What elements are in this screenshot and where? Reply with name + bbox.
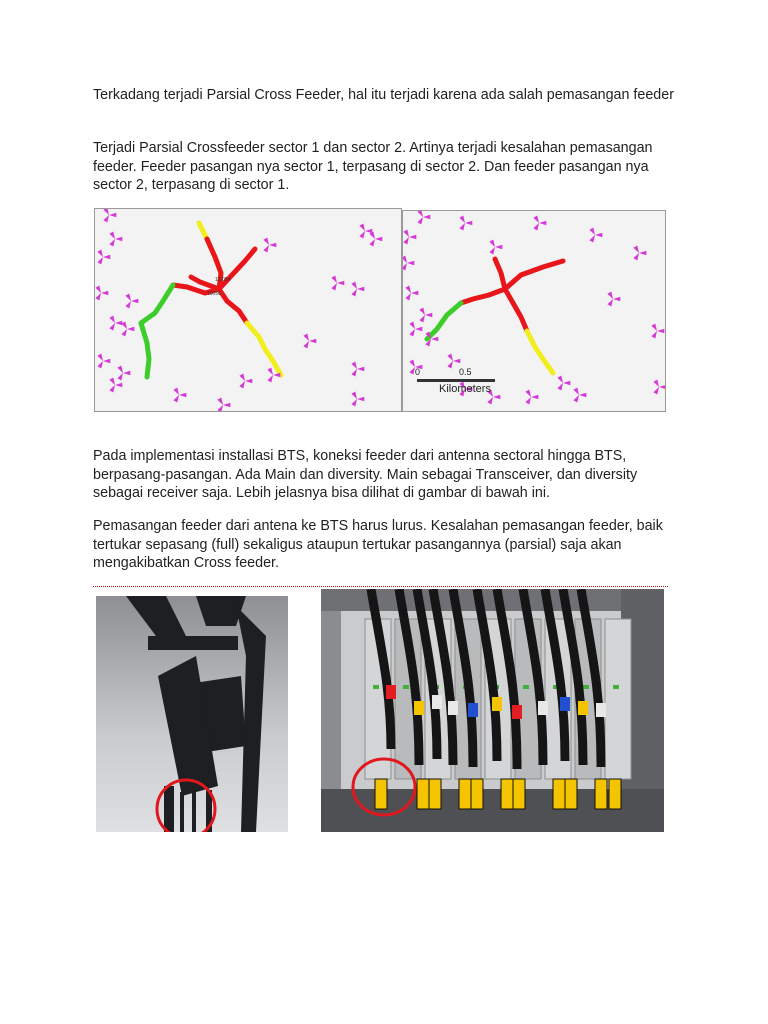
feeder-label <box>417 779 429 809</box>
feeder-label <box>553 779 565 809</box>
drive-test-map-left <box>94 208 402 412</box>
svg-text:13/054: 13/054 <box>215 277 231 283</box>
divider <box>93 586 668 587</box>
scale-unit-label: Kilometers <box>439 383 491 395</box>
feeder-label <box>565 779 577 809</box>
bts-cabinet-image <box>321 589 664 832</box>
svg-text:10056: 10056 <box>207 291 221 297</box>
scale-label-0: 0 <box>415 367 421 377</box>
feeder-label <box>375 779 387 809</box>
paragraph-intro: Terkadang terjadi Parsial Cross Feeder, hal itu terjadi karena ada salah pemasangan feeder <box>93 87 674 103</box>
paragraph-installation-rule: Pemasangan feeder dari antena ke BTS harus lurus. Kesalahan pemasangan feeder, baik tertukar sepasang (full) sekaligus ataupun tertukar pasangannya (parsial) saja akan mengakibatkan Cross feeder. <box>93 518 663 572</box>
paragraph-partial-crossfeeder: Terjadi Parsial Crossfeeder sector 1 dan sector 2. Artinya terjadi kesalahan pemasangan feeder. Feeder pasangan nya sector 1, terpasang di sector 2. Dan feeder pasangan nya sector 2, terpasang di sector 1. <box>93 140 653 194</box>
drive-test-map-right <box>402 210 666 412</box>
feeder-label <box>513 779 525 809</box>
scale-label-half: 0.5 <box>459 367 472 377</box>
antenna-mast-image <box>96 596 288 832</box>
feeder-label <box>471 779 483 809</box>
photo-antenna-mast <box>96 596 288 832</box>
scale-bar <box>405 367 509 401</box>
photo-bts-feeder-connections <box>321 589 664 832</box>
map-left-canvas <box>95 209 401 411</box>
paragraph-implementation: Pada implementasi installasi BTS, koneksi feeder dari antenna sectoral hingga BTS, berpasang-pasangan. Ada Main dan diversity. Main sebagai Transceiver, dan diversity sebagai receiver saja. Lebih jelasnya bisa dilihat di gambar di bawah ini. <box>93 448 638 502</box>
feeder-label <box>595 779 607 809</box>
feeder-label <box>609 779 621 809</box>
feeder-label <box>459 779 471 809</box>
feeder-label <box>429 779 441 809</box>
feeder-label <box>501 779 513 809</box>
